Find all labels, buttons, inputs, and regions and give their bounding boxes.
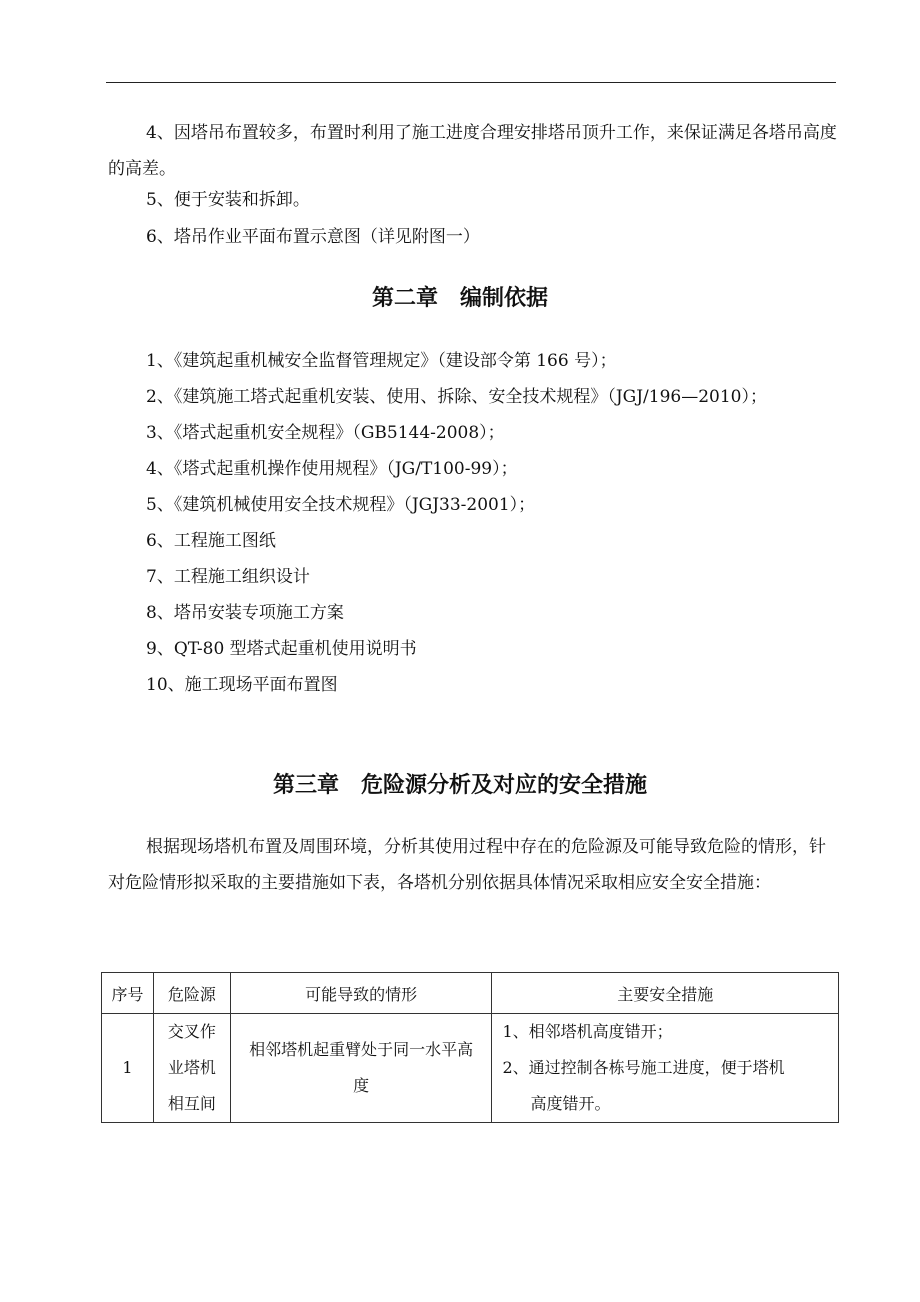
header-no: 序号 <box>102 973 154 1014</box>
basis-item-8: 8、塔吊安装专项施工方案 <box>146 603 344 623</box>
measure-line-2: 2、通过控制各栋号施工进度，便于塔机 <box>502 1058 785 1077</box>
basis-item-6: 6、工程施工图纸 <box>146 531 276 551</box>
chapter-3-intro: 根据现场塔机布置及周围环境，分析其使用过程中存在的危险源及可能导致危险的情形，针对危险情形拟采取的主要措施如下表，各塔机分别依据具体情况采取相应安全安全措施： <box>108 837 826 893</box>
basis-item-10: 10、施工现场平面布置图 <box>146 675 338 695</box>
header-hazard: 危险源 <box>153 973 230 1014</box>
table-header-row <box>102 973 839 1014</box>
basis-item-2: 2、《建筑施工塔式起重机安装、使用、拆除、安全技术规程》（JGJ/196—2010）； <box>146 387 767 407</box>
cell-hazard: 交叉作业塔机相互间 <box>153 1014 230 1123</box>
header-rule <box>106 82 836 83</box>
cell-no: 1 <box>102 1014 154 1123</box>
header-situation: 可能导致的情形 <box>230 973 492 1014</box>
hazard-table <box>101 972 839 1123</box>
chapter-3-title: 第三章 危险源分析及对应的安全措施 <box>272 773 647 798</box>
intro-item-4: 4、因塔吊布置较多，布置时利用了施工进度合理安排塔吊顶升工作，来保证满足各塔吊高度的高差。 <box>108 123 837 179</box>
intro-item-5: 5、便于安装和拆卸。 <box>146 190 310 210</box>
basis-item-1: 1、《建筑起重机械安全监督管理规定》（建设部令第 166 号）； <box>146 351 617 371</box>
basis-item-9: 9、QT-80 型塔式起重机使用说明书 <box>146 639 417 659</box>
intro-item-6: 6、塔吊作业平面布置示意图（详见附图一） <box>146 227 480 247</box>
header-measures: 主要安全措施 <box>492 973 839 1014</box>
measure-line-3: 高度错开。 <box>530 1094 611 1113</box>
chapter-2-title: 第二章 编制依据 <box>371 286 548 311</box>
basis-item-7: 7、工程施工组织设计 <box>146 567 310 587</box>
basis-item-5: 5、《建筑机械使用安全技术规程》（JGJ33-2001）； <box>146 495 536 515</box>
cell-situation: 相邻塔机起重臂处于同一水平高度 <box>230 1014 492 1123</box>
measure-line-1: 1、相邻塔机高度错开； <box>502 1022 673 1041</box>
basis-item-3: 3、《塔式起重机安全规程》（GB5144-2008）； <box>146 423 505 443</box>
basis-item-4: 4、《塔式起重机操作使用规程》（JG/T100-99）； <box>146 459 518 479</box>
cell-measures <box>492 1014 839 1123</box>
table-row <box>102 1014 839 1123</box>
